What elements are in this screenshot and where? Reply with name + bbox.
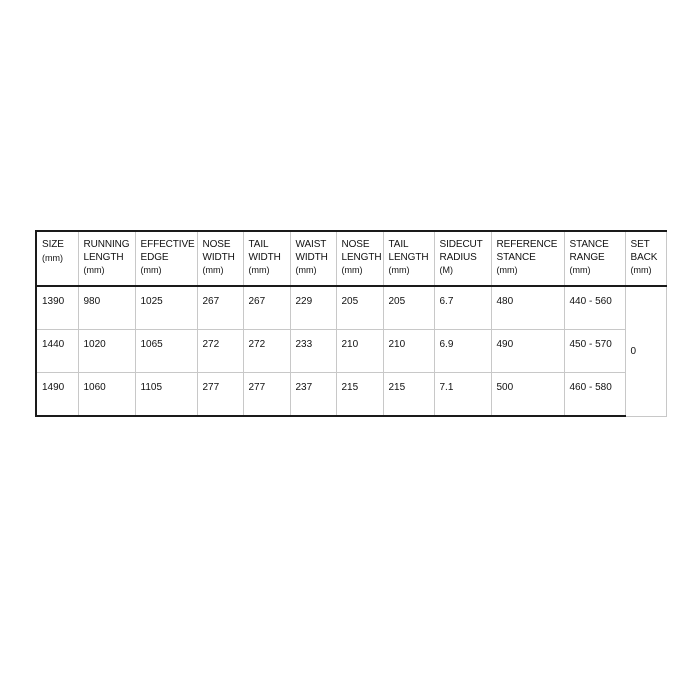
cell-nose-length: 210 xyxy=(336,330,383,373)
cell-tail-length: 205 xyxy=(383,286,434,330)
header-waist-width: WAIST WIDTH (mm) xyxy=(290,231,336,286)
header-effective-edge: EFFECTIVE EDGE (mm) xyxy=(135,231,197,286)
table-row xyxy=(36,373,666,417)
cell-stance-range: 450 - 570 xyxy=(564,330,625,373)
cell-waist-width: 229 xyxy=(290,286,336,330)
table-row xyxy=(36,286,666,330)
header-nose-length: NOSE LENGTH (mm) xyxy=(336,231,383,286)
cell-nose-width: 272 xyxy=(197,330,243,373)
cell-running-length: 1020 xyxy=(78,330,135,373)
cell-nose-length: 205 xyxy=(336,286,383,330)
cell-tail-length: 210 xyxy=(383,330,434,373)
cell-sidecut-radius: 7.1 xyxy=(434,373,491,417)
header-row xyxy=(36,231,666,286)
cell-tail-width: 272 xyxy=(243,330,290,373)
cell-effective-edge: 1025 xyxy=(135,286,197,330)
cell-nose-width: 267 xyxy=(197,286,243,330)
cell-sidecut-radius: 6.9 xyxy=(434,330,491,373)
table-row xyxy=(36,330,666,373)
cell-nose-length: 215 xyxy=(336,373,383,417)
cell-waist-width: 237 xyxy=(290,373,336,417)
cell-nose-width: 277 xyxy=(197,373,243,417)
cell-tail-width: 277 xyxy=(243,373,290,417)
cell-running-length: 980 xyxy=(78,286,135,330)
cell-tail-length: 215 xyxy=(383,373,434,417)
spec-table xyxy=(35,230,667,417)
header-tail-length: TAIL LENGTH (mm) xyxy=(383,231,434,286)
cell-effective-edge: 1065 xyxy=(135,330,197,373)
cell-size: 1390 xyxy=(36,286,78,330)
header-running-length: RUNNING LENGTH (mm) xyxy=(78,231,135,286)
cell-size: 1490 xyxy=(36,373,78,417)
header-size: SIZE (mm) xyxy=(36,231,78,286)
cell-reference-stance: 480 xyxy=(491,286,564,330)
cell-tail-width: 267 xyxy=(243,286,290,330)
header-set-back: SET BACK (mm) xyxy=(625,231,666,286)
cell-size: 1440 xyxy=(36,330,78,373)
cell-waist-width: 233 xyxy=(290,330,336,373)
cell-stance-range: 440 - 560 xyxy=(564,286,625,330)
cell-effective-edge: 1105 xyxy=(135,373,197,417)
cell-reference-stance: 490 xyxy=(491,330,564,373)
cell-reference-stance: 500 xyxy=(491,373,564,417)
cell-sidecut-radius: 6.7 xyxy=(434,286,491,330)
cell-stance-range: 460 - 580 xyxy=(564,373,625,417)
header-reference-stance: REFERENCE STANCE (mm) xyxy=(491,231,564,286)
cell-running-length: 1060 xyxy=(78,373,135,417)
cell-set-back: 0 xyxy=(625,286,666,416)
header-nose-width: NOSE WIDTH (mm) xyxy=(197,231,243,286)
header-tail-width: TAIL WIDTH (mm) xyxy=(243,231,290,286)
header-sidecut-radius: SIDECUT RADIUS (M) xyxy=(434,231,491,286)
header-stance-range: STANCE RANGE (mm) xyxy=(564,231,625,286)
